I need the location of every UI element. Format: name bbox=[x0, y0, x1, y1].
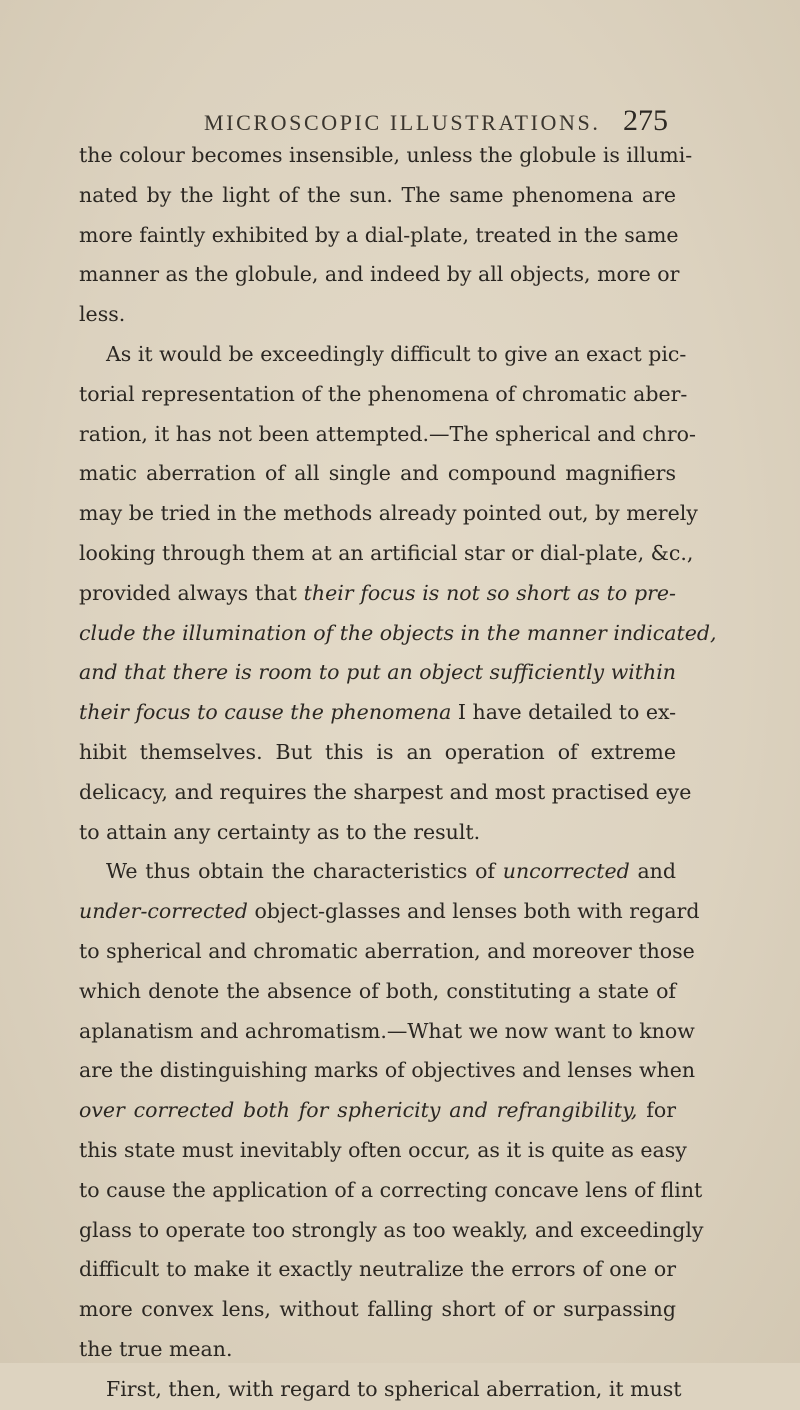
page-number: 275 bbox=[623, 104, 668, 137]
text-line: and that there is room to put an object sufficiently within bbox=[79, 660, 676, 685]
text-segment: provided always that bbox=[79, 580, 304, 605]
text-line bbox=[79, 852, 676, 892]
running-title: MICROSCOPIC ILLUSTRATIONS. bbox=[204, 110, 601, 135]
text-segment: We thus obtain the characteristics of bbox=[106, 859, 503, 884]
text-line: First, then, with regard to spherical aberration, it must bbox=[106, 1376, 682, 1401]
text-line: nated by the light of the sun. The same phenomena are bbox=[79, 182, 676, 207]
text-line: clude the illumination of the objects in the manner indicated, bbox=[79, 620, 717, 645]
text-line: the colour becomes insensible, unless the globule is illumi- bbox=[79, 143, 693, 167]
text-line: to spherical and chromatic aberration, and moreover those bbox=[79, 938, 695, 963]
text-line: hibit themselves. But this is an operation of extreme bbox=[79, 739, 676, 764]
text-line: As it would be exceedingly difficult to give an exact pic- bbox=[106, 341, 687, 366]
text-segment: for bbox=[637, 1098, 676, 1123]
text-segment: object-glasses and lenses both with regard bbox=[247, 899, 700, 924]
italic-segment: over corrected both for sphericity and refrangibility, bbox=[79, 1098, 638, 1123]
text-line: aplanatism and achromatism.—What we now want to know bbox=[79, 1018, 695, 1043]
text-line: more faintly exhibited by a dial-plate, treated in the same bbox=[79, 222, 679, 247]
text-line: more convex lens, without falling short of or surpassing bbox=[79, 1297, 676, 1322]
text-line bbox=[79, 574, 676, 614]
text-line: manner as the globule, and indeed by all objects, more or bbox=[79, 262, 680, 287]
text-line: the true mean. bbox=[79, 1336, 233, 1361]
body-text bbox=[79, 136, 717, 1410]
text-line: may be tried in the methods already pointed out, by merely bbox=[79, 501, 698, 526]
text-line: torial representation of the phenomena of chromatic aber- bbox=[79, 381, 688, 406]
text-line: to cause the application of a correcting concave lens of flint bbox=[79, 1177, 703, 1202]
text-line: glass to operate too strongly as too weakly, and exceedingly bbox=[79, 1217, 704, 1242]
text-segment: I have detailed to ex- bbox=[451, 700, 677, 725]
text-segment: and bbox=[629, 859, 676, 884]
text-line: which denote the absence of both, constituting a state of bbox=[79, 978, 676, 1003]
italic-segment: their focus to cause the phenomena bbox=[79, 700, 452, 725]
text-line: looking through them at an artificial star or dial-plate, &c., bbox=[79, 540, 694, 565]
text-line: less. bbox=[79, 302, 126, 327]
text-line bbox=[79, 892, 700, 932]
text-line: to attain any certainty as to the result. bbox=[79, 819, 481, 844]
text-line: matic aberration of all single and compound magnifiers bbox=[79, 461, 676, 486]
text-line: this state must inevitably often occur, as it is quite as easy bbox=[79, 1137, 687, 1162]
text-line: are the distinguishing marks of objectives and lenses when bbox=[79, 1058, 696, 1083]
italic-segment: under-corrected bbox=[79, 899, 248, 924]
text-line bbox=[79, 1091, 676, 1131]
italic-segment: uncorrected bbox=[502, 859, 630, 884]
text-line bbox=[79, 693, 676, 733]
text-line: delicacy, and requires the sharpest and most practised eye bbox=[79, 779, 692, 804]
text-line: ration, it has not been attempted.—The spherical and chro- bbox=[79, 421, 696, 446]
italic-segment: their focus is not so short as to pre- bbox=[303, 580, 676, 605]
text-line: difficult to make it exactly neutralize the errors of one or bbox=[79, 1257, 676, 1282]
